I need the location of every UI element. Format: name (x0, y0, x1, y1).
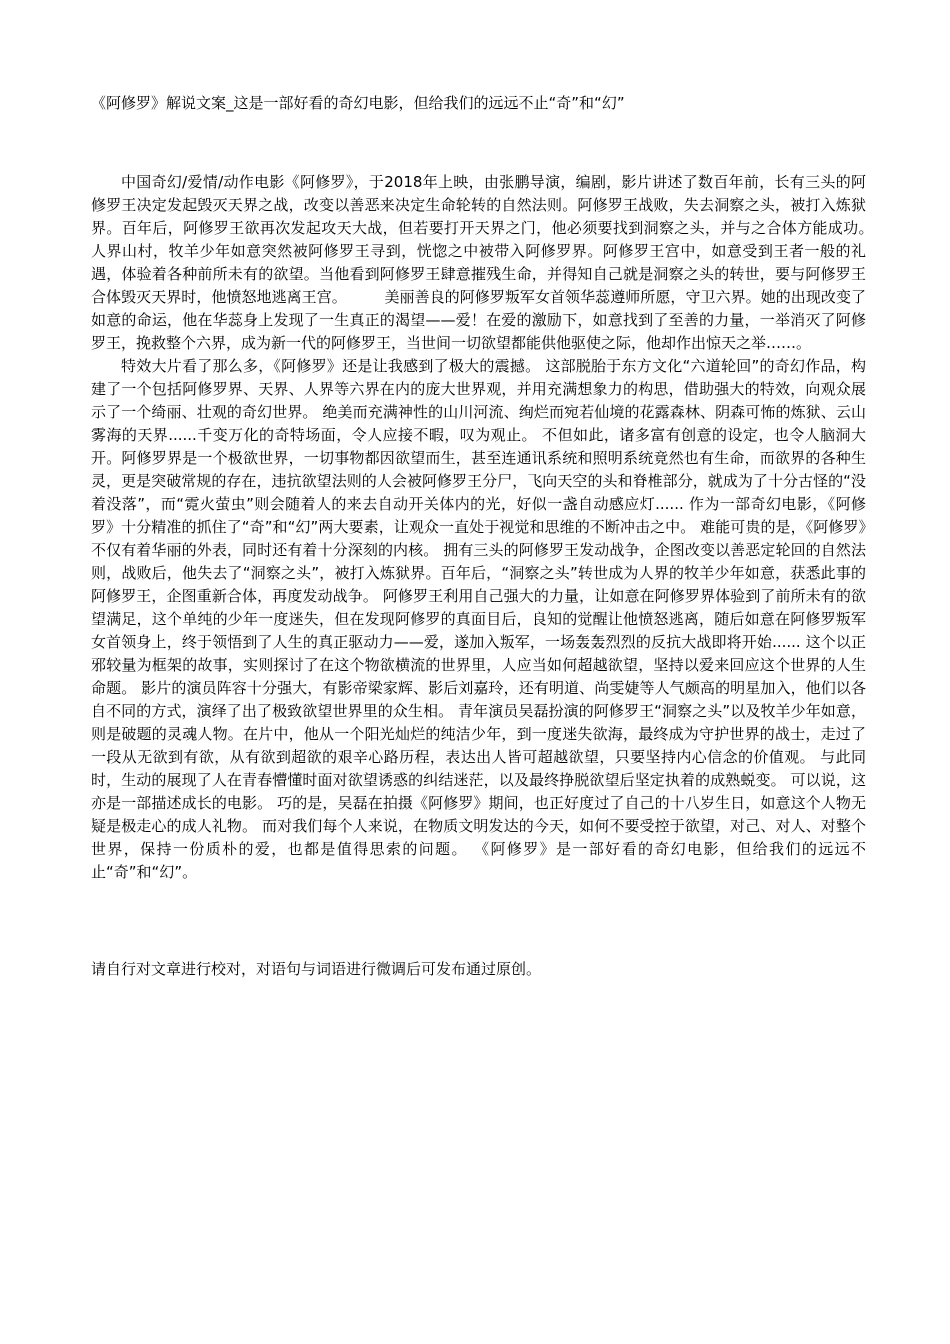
review-paragraph: 特效大片看了那么多，《阿修罗》还是让我感到了极大的震撼。 这部脱胎于东方文化“六道轮回”的奇幻作品，构建了一个包括阿修罗界、天界、人界等六界在内的庞大世界观，并用充满想象力的构思，借助强大的特效，向观众展示了一个绮丽、壮观的奇幻世界。 绝美而充满神性的山川河流、绚烂而宛若仙境的花露森林、阴森可怖的炼狱、云山雾海的天界......千变万化的奇特场面，令人应接不暇，叹为观止。 不但如此，诸多富有创意的设定，也令人脑洞大开。阿修罗界是一个极欲世界，一切事物都因欲望而生，甚至连通讯系统和照明系统竟然也有生命，而欲界的各种生灵，更是突破常规的存在，违抗欲望法则的人会被阿修罗王分尸，飞向天空的头和脊椎部分，就成为了十分古怪的“没着没落”，而“霓火萤虫”则会随着人的来去自动开关体内的光，好似一盏自动感应灯...... 作为一部奇幻电影，《阿修罗》十分精准的抓住了“奇”和“幻”两大要素，让观众一直处于视觉和思维的不断冲击之中。 难能可贵的是，《阿修罗》不仅有着华丽的外表，同时还有着十分深刻的内核。 拥有三头的阿修罗王发动战争，企图改变以善恶定轮回的自然法则，战败后，他失去了“洞察之头”，被打入炼狱界。百年后，“洞察之头”转世成为人界的牧羊少年如意，获悉此事的阿修罗王，企图重新合体，再度发动战争。 阿修罗王利用自己强大的力量，让如意在阿修罗界体验到了前所未有的欲望满足，这个单纯的少年一度迷失，但在发现阿修罗的真面目后，良知的觉醒让他愤怒逃离，随后如意在阿修罗叛军女首领身上，终于领悟到了人生的真正驱动力——爱，遂加入叛军，一场轰轰烈烈的反抗大战即将开始...... 这个以正邪较量为框架的故事，实则探讨了在这个物欲横流的世界里，人应当如何超越欲望，坚持以爱来回应这个世界的人生命题。 影片的演员阵容十分强大，有影帝梁家辉、影后刘嘉玲，还有明道、尚雯婕等人气颇高的明星加入，他们以各自不同的方式，演绎了出了极致欲望世界里的众生相。 青年演员吴磊扮演的阿修罗王“洞察之头”以及牧羊少年如意，则是破题的灵魂人物。在片中，他从一个阳光灿烂的纯洁少年，到一度迷失欲海，最终成为守护世界的战士，走过了一段从无欲到有欲，从有欲到超欲的艰辛心路历程，表达出人皆可超越欲望，只要坚持内心信念的价值观。 与此同时，生动的展现了人在青春懵懂时面对欲望诱惑的纠结迷茫，以及最终挣脱欲望后坚定执着的成熟蜕变。 可以说，这亦是一部描述成长的电影。 巧的是，吴磊在拍摄《阿修罗》期间，也正好度过了自己的十八岁生日，如意这个人物无疑是极走心的成人礼物。 而对我们每个人来说，在物质文明发达的今天，如何不要受控于欲望，对己、对人、对整个世界，保持一份质朴的爱，也都是值得思索的问题。 《阿修罗》是一部好看的奇幻电影，但给我们的远远不止“奇”和“幻”。 (91, 357, 866, 881)
synopsis-paragraph: 中国奇幻/爱情/动作电影《阿修罗》，于2018年上映，由张鹏导演，编剧，影片讲述了数百年前，长有三头的阿修罗王决定发起毁灭天界之战，改变以善恶来决定生命轮转的自然法则。阿修罗王战败，失去洞察之头，被打入炼狱界。百年后，阿修罗王欲再次发起攻天大战，但若要打开天界之门，他必须要找到洞察之头，并与之合体方能成功。 人界山村，牧羊少年如意突然被阿修罗王寻到，恍惚之中被带入阿修罗界。阿修罗王宫中，如意受到王者一般的礼遇，体验着各种前所未有的欲望。当他看到阿修罗王肆意摧残生命，并得知自己就是洞察之头的转世，要与阿修罗王合体毁灭天界时，他愤怒地逃离王宫。 美丽善良的阿修罗叛军女首领华蕊遵师所愿，守卫六界。她的出现改变了如意的命运，他在华蕊身上发现了一生真正的渴望——爱！在爱的激励下，如意找到了至善的力量，一举消灭了阿修罗王，挽救整个六界，成为新一代的阿修罗王，当世间一切欲望都能供他驱使之际，他却作出惊天之举……。 (91, 173, 912, 352)
proofreading-note: 请自行对文章进行校对，对语句与词语进行微调后可发布通过原创。 (91, 960, 542, 978)
document-title: 《阿修罗》解说文案_这是一部好看的奇幻电影，但给我们的远远不止“奇”和“幻” (91, 94, 625, 112)
article-body (91, 171, 912, 884)
